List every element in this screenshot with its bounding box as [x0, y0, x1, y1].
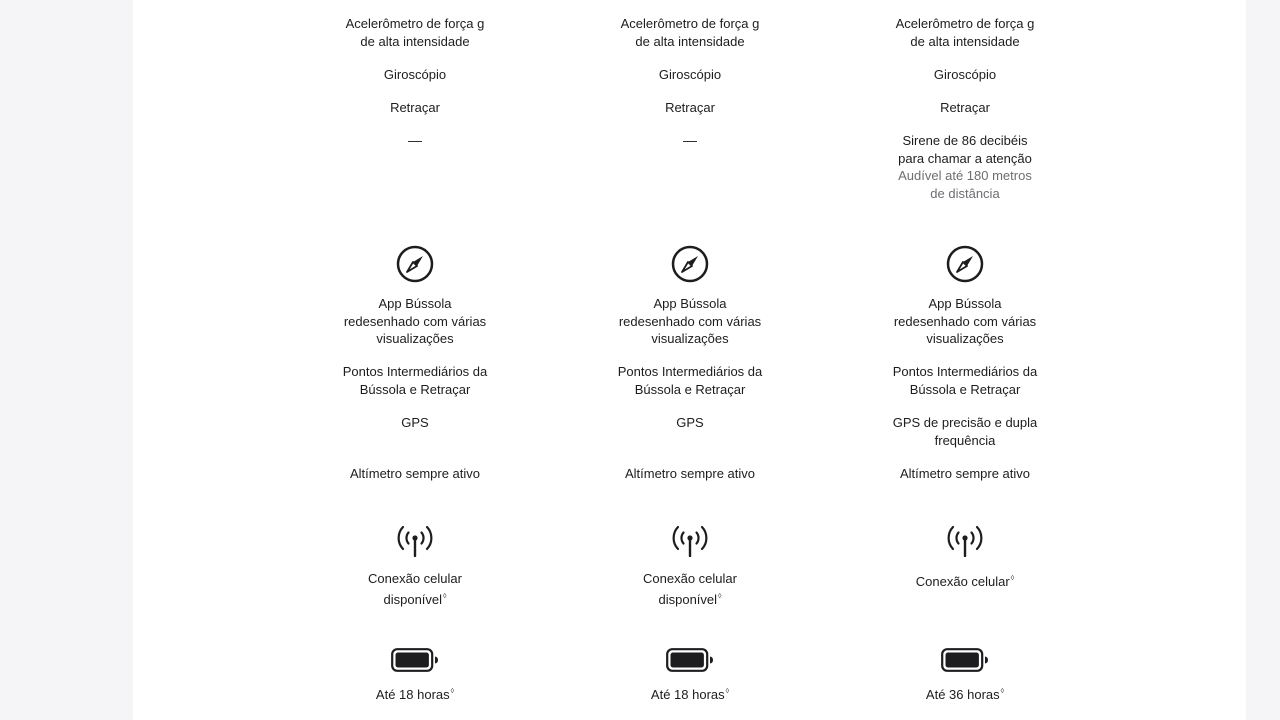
compass-app-text: App Bússola redesenhado com várias visualizações — [343, 296, 487, 346]
altimeter-text: Altímetro sempre ativo — [624, 466, 756, 481]
column-model-1 — [315, 0, 515, 720]
siren-text: — — [683, 132, 697, 148]
compass-waypoints-text: Pontos Intermediários da Bússola e Retraçar — [617, 364, 763, 397]
comparison-page — [133, 0, 1246, 720]
column-model-3 — [865, 0, 1065, 720]
compass-icon — [865, 245, 1065, 283]
backtrack-text: Retraçar — [665, 100, 715, 115]
siren-note-text: Audível até 180 metros de distância — [898, 168, 1032, 201]
battery-text: Até 18 horas◊ — [650, 687, 730, 702]
footnote-mark: ◊ — [450, 688, 455, 695]
gyroscope-text: Giroscópio — [933, 67, 997, 82]
footnote-mark: ◊ — [725, 688, 730, 695]
gyroscope-text: Giroscópio — [658, 67, 722, 82]
siren-text: Sirene de 86 decibéis para chamar a atenção — [898, 133, 1032, 166]
footnote-mark: ◊ — [1010, 575, 1015, 582]
cellular-antenna-icon — [315, 521, 515, 557]
backtrack-text: Retraçar — [390, 100, 440, 115]
footnote-mark: ◊ — [1000, 688, 1005, 695]
cellular-text: Conexão celular disponível◊ — [368, 571, 462, 607]
column-model-2 — [590, 0, 790, 720]
battery-text: Até 18 horas◊ — [375, 687, 455, 702]
compass-icon — [590, 245, 790, 283]
altimeter-text: Altímetro sempre ativo — [899, 466, 1031, 481]
gps-text: GPS — [401, 415, 429, 430]
accelerometer-text: Acelerômetro de força g de alta intensidade — [895, 16, 1035, 49]
footnote-mark: ◊ — [718, 592, 722, 600]
cellular-antenna-icon — [865, 521, 1065, 557]
accelerometer-text: Acelerômetro de força g de alta intensidade — [345, 16, 485, 49]
compass-app-text: App Bússola redesenhado com várias visualizações — [618, 296, 762, 346]
cellular-text: Conexão celular◊ — [915, 574, 1015, 589]
altimeter-text: Altímetro sempre ativo — [349, 466, 481, 481]
siren-text: — — [408, 132, 422, 148]
gyroscope-text: Giroscópio — [383, 67, 447, 82]
battery-icon — [590, 648, 790, 672]
battery-icon — [315, 648, 515, 672]
compass-app-text: App Bússola redesenhado com várias visualizações — [893, 296, 1037, 346]
compass-waypoints-text: Pontos Intermediários da Bússola e Retraçar — [342, 364, 488, 397]
accelerometer-text: Acelerômetro de força g de alta intensidade — [620, 16, 760, 49]
gps-text: GPS — [676, 415, 704, 430]
backtrack-text: Retraçar — [940, 100, 990, 115]
battery-icon — [865, 648, 1065, 672]
compass-waypoints-text: Pontos Intermediários da Bússola e Retraçar — [892, 364, 1038, 397]
cellular-text: Conexão celular disponível◊ — [643, 571, 737, 607]
gps-text: GPS de precisão e dupla frequência — [892, 415, 1038, 448]
cellular-antenna-icon — [590, 521, 790, 557]
battery-text: Até 36 horas◊ — [925, 687, 1005, 702]
compass-icon — [315, 245, 515, 283]
footnote-mark: ◊ — [443, 592, 447, 600]
